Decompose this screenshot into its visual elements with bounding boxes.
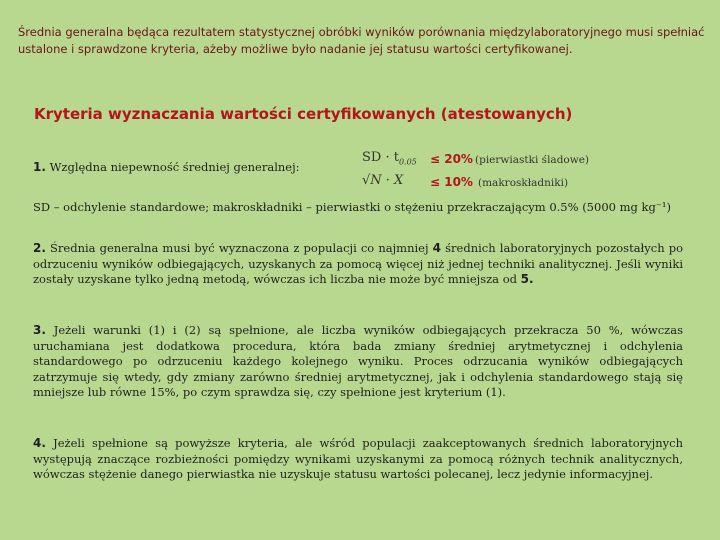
intro-text: Średnia generalna będąca rezultatem statystycznej obróbki wyników porównania międzylaboratoryjnego musi spełniać ustalone i sprawdzone kryteria, ażeby możliwe było nadanie jej statusu wartości certyfikowanej. — [18, 25, 705, 56]
criterion-3-text: Jeżeli warunki (1) i (2) są spełnione, ale liczba wyników odbiegających przekracza 50 %, wówczas uruchamiana jest dodatkowa procedura, która bada zmiany średniej arytmetycznej i odchylenia standardowego po odrzuceniu każdego kolejnego wyniku. Proces odrzucania wyników odbiegających zatrzymuje się wtedy, gdy zmiany zarówno średniej arytmetycznej, jak i odchylenia standardowego stają się mniejsze lub równe 15%, po czym sprawdza się, czy spełnione jest kryterium (1). — [33, 323, 684, 400]
criterion-3-number: 3. — [33, 323, 46, 337]
criterion-4-text: Jeżeli spełnione są powyższe kryteria, ale wśród populacji zaakceptowanych średnich laboratoryjnych występują znaczące rozbieżności pomiędzy wynikami uzyskanymi za pomocą różnych technik analitycznych, wówczas stężenie danego pierwiastka nie uzyskuje statusu wartości polecanej, lecz jedynie informacyjnej. — [33, 436, 683, 482]
threshold-trace-note: (pierwiastki śladowe) — [475, 154, 590, 166]
criterion-1-text: Względna niepewność średniej generalnej: — [49, 160, 300, 174]
sd-definition: SD – odchylenie standardowe; makroskładniki – pierwiastki o stężeniu przekraczającym 0.5% (5000 mg kg⁻¹) — [33, 200, 672, 214]
page-heading: Kryteria wyznaczania wartości certyfikowanych (atestowanych) — [34, 105, 573, 123]
formula-numerator — [362, 150, 417, 167]
criterion-2-text-b: średnich laboratoryjnych pozostałych po odrzuceniu wyników odbiegających, uzyskanych za pomocą więcej niż jednej techniki analitycznej. Jeśli wyniki zostały uzyskane tylko jedną metodą, wówczas ich liczba nie może być mniejsza od — [33, 241, 684, 287]
criterion-1-label — [33, 160, 300, 176]
formula-denominator: √N · X — [362, 173, 404, 188]
criterion-2-bold-a: 4 — [432, 241, 442, 255]
threshold-macro: ≤ 10% — [430, 175, 473, 189]
criterion-2-number: 2. — [33, 241, 46, 255]
criterion-2-bold-b: 5. — [520, 272, 534, 287]
threshold-trace: ≤ 20% — [430, 152, 473, 166]
threshold-macro-note: (makroskładniki) — [478, 177, 569, 189]
criterion-4 — [33, 436, 683, 483]
criterion-3 — [33, 323, 683, 401]
criterion-4-number: 4. — [33, 436, 46, 450]
formula-numerator-main: SD · t — [362, 150, 399, 165]
criterion-1-number: 1. — [33, 160, 46, 174]
formula-numerator-subscript: 0.05 — [398, 157, 417, 167]
criterion-2 — [33, 241, 683, 288]
criterion-2-text-a: Średnia generalna musi być wyznaczona z populacji co najmniej — [50, 241, 429, 255]
